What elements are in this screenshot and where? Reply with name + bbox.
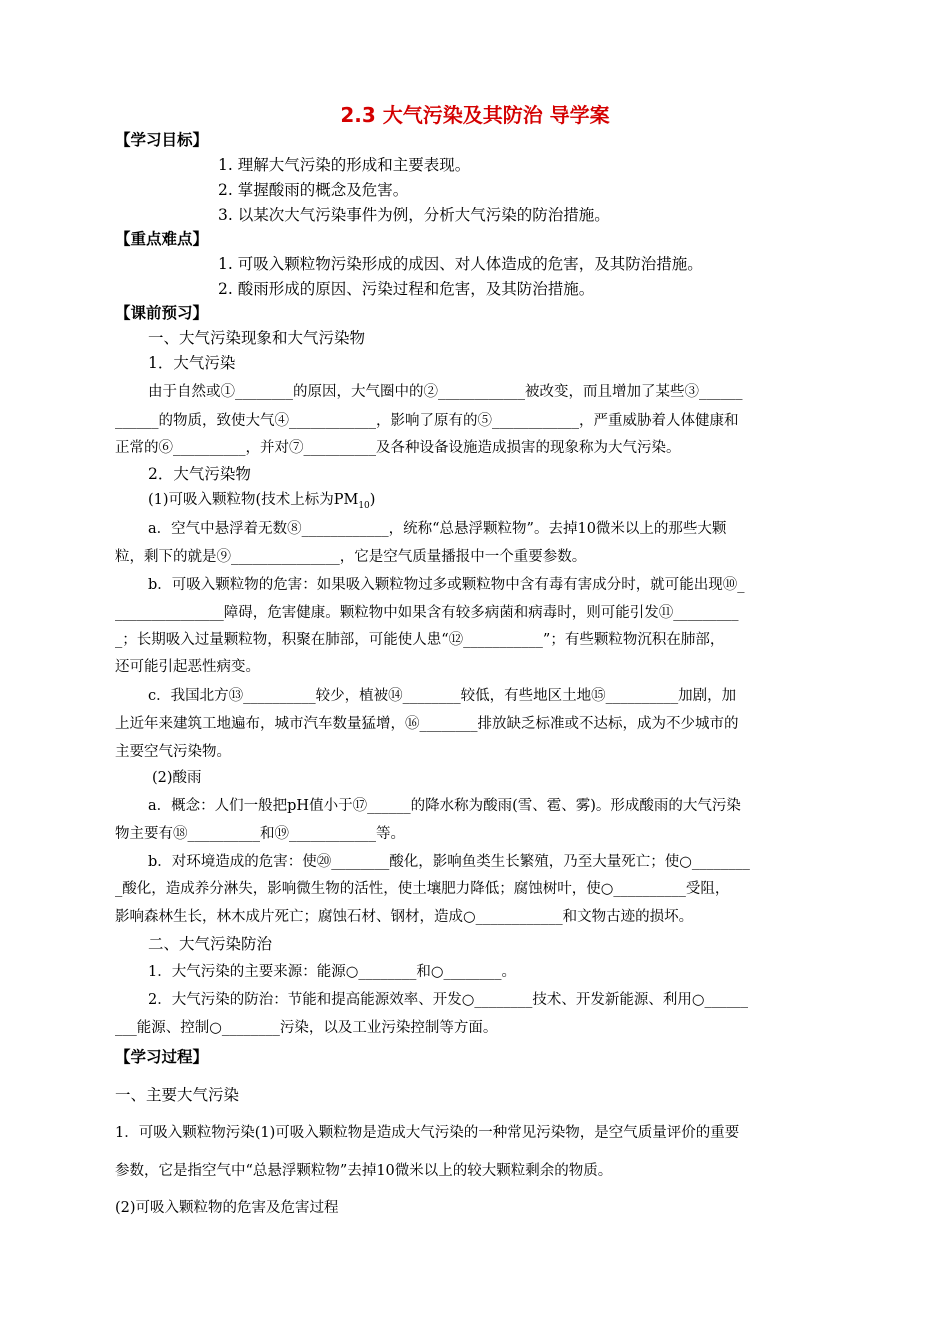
subsection-heading: (2)酸雨 [152, 770, 202, 786]
key-point-item: 2. 酸雨形成的原因、污染过程和危害，及其防治措施。 [218, 280, 595, 298]
paragraph-line: a．空气中悬浮着无数⑧____________，统称“总悬浮颗粒物”。去掉10微米以上的那些大颗 [148, 521, 727, 537]
paragraph-line: 由于自然或①________的原因，大气圈中的②____________被改变，而且增加了某些③______ [148, 384, 743, 400]
preview-heading: 【课前预习】 [115, 304, 209, 322]
paragraph-line: 1．可吸入颗粒物污染(1)可吸入颗粒物是造成大气污染的一种常见污染物，是空气质量评价的重要 [115, 1125, 740, 1141]
paragraph-line: 物主要有⑱__________和⑲____________等。 [115, 826, 405, 842]
paragraph-line: b．可吸入颗粒物的危害：如果吸入颗粒物过多或颗粒物中含有毒有害成分时，就可能出现⑩_ [148, 577, 745, 593]
subsection-heading: 1．大气污染 [148, 354, 236, 372]
paragraph-line: 粒，剩下的就是⑨_______________，它是空气质量播报中一个重要参数。 [115, 549, 587, 565]
paragraph-line: 还可能引起恶性病变。 [115, 659, 260, 675]
process-heading: 【学习过程】 [115, 1048, 209, 1066]
paragraph-line: _______________障碍，危害健康。颗粒物中如果含有较多病菌和病毒时，则可能引发⑪_________ [115, 605, 739, 621]
paragraph-line: 1．大气污染的主要来源：能源○________和○________。 [148, 964, 517, 980]
paragraph-line: 上近年来建筑工地遍布，城市汽车数量猛增，⑯________排放缺乏标准或不达标，成为不少城市的 [115, 716, 739, 732]
paragraph-line: (2)可吸入颗粒物的危害及危害过程 [115, 1200, 339, 1216]
paragraph-line: 2．大气污染的防治：节能和提高能源效率、开发○________技术、开发新能源、利用○______ [148, 992, 749, 1008]
paragraph-line: c．我国北方⑬__________较少，植被⑭________较低，有些地区土地⑮__________加剧，加 [148, 688, 737, 704]
paragraph-line: _；长期吸入过量颗粒物，积聚在肺部，可能使人患“⑫___________”；有些颗粒物沉积在肺部， [115, 632, 725, 648]
objectives-heading: 【学习目标】 [115, 131, 209, 149]
paragraph-line: a．概念：人们一般把pH值小于⑰______的降水称为酸雨(雪、雹、雾)。形成酸雨的大气污染 [148, 798, 741, 814]
paragraph-line: b．对环境造成的危害：使⑳________酸化，影响鱼类生长繁殖，乃至大量死亡；使○________ [148, 854, 750, 870]
pm-heading: (1)可吸入颗粒物(技术上标为$PM_{10}$) [148, 492, 376, 511]
subsection-heading: 2．大气污染物 [148, 465, 251, 483]
paragraph-line: ___能源、控制○________污染，以及工业污染控制等方面。 [115, 1020, 498, 1036]
paragraph-line: 正常的⑥__________，并对⑦__________及各种设备设施造成损害的现象称为大气污染。 [115, 440, 681, 456]
paragraph-line: 主要空气污染物。 [115, 744, 231, 760]
key-point-item: 1. 可吸入颗粒物污染形成的成因、对人体造成的危害，及其防治措施。 [218, 255, 703, 273]
section-heading: 一、大气污染现象和大气污染物 [148, 329, 366, 347]
paragraph-line: _酸化，造成养分淋失，影响微生物的活性，使土壤肥力降低；腐蚀树叶，使○__________受阻， [115, 881, 730, 897]
objective-item: 2. 掌握酸雨的概念及危害。 [218, 181, 409, 199]
page-title: 2.3 大气污染及其防治 导学案 [340, 103, 610, 127]
section-heading: 二、大气污染防治 [148, 935, 273, 953]
paragraph-line: ______的物质，致使大气④____________，影响了原有的⑤____________，严重威胁着人体健康和 [115, 413, 739, 429]
key-points-heading: 【重点难点】 [115, 230, 209, 248]
section-heading: 一、主要大气污染 [115, 1086, 240, 1104]
objective-item: 1. 理解大气污染的形成和主要表现。 [218, 156, 471, 174]
paragraph-line: 参数，它是指空气中“总悬浮颗粒物”去掉10微米以上的较大颗粒剩余的物质。 [115, 1163, 613, 1179]
paragraph-line: 影响森林生长，林木成片死亡；腐蚀石材、钢材，造成○____________和文物古迹的损坏。 [115, 909, 694, 925]
objective-item: 3. 以某次大气污染事件为例，分析大气污染的防治措施。 [218, 206, 610, 224]
